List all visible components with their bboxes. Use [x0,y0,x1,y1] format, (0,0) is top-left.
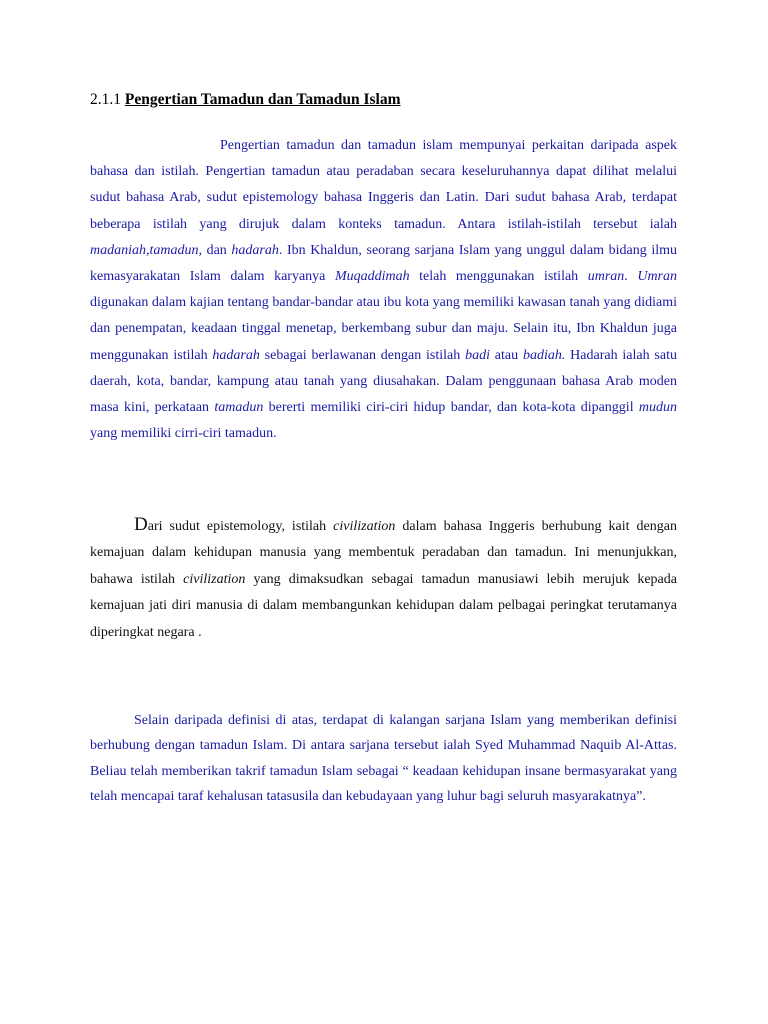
text-run: dan [202,242,232,258]
text-run: yang dimaksudkan sebagai tamadun manusiawi lebih merujuk kepada kemajuan jati diri manusia di dalam membangunkan kehidupan dalam pelbagai peringkat terutamanya diperingkat negara . [90,571,677,640]
paragraph-definition-english [90,512,677,646]
paragraph-definition-islam [90,708,677,810]
italic-term: madaniah,tamadun, [90,242,202,258]
text-run: . [624,269,638,285]
italic-term: tamadun [214,400,264,416]
text-run: ari sudut epistemology, istilah [147,519,334,534]
paragraph-definition-arabic [90,133,677,447]
italic-term: badi [465,347,490,363]
text-run: yang memiliki cirri-ciri tamadun. [90,426,277,442]
text-run: Pengertian tamadun dan tamadun islam mempunyai perkaitan daripada aspek bahasa dan istilah. Pengertian tamadun atau peradaban secara keseluruhannya dapat dilihat melalui sudut bahasa Arab, sudut epistemology bahasa Inggeris dan Latin. Dari sudut bahasa Arab, terdapat beberapa istilah yang dirujuk dalam konteks tamadun. Antara istilah-istilah tersebut ialah [90,138,677,232]
italic-term: Muqaddimah [334,269,410,285]
text-run: bererti memiliki ciri-ciri hidup bandar, dan kota-kota dipanggil [263,400,639,416]
text-run: telah menggunakan istilah [409,269,588,285]
italic-term: umran [587,269,625,285]
italic-term: badiah. [522,347,566,363]
section-title: Pengertian Tamadun dan Tamadun Islam [124,91,401,108]
text-run: Selain daripada definisi di atas, terdapat di kalangan sarjana Islam yang memberikan definisi berhubung dengan tamadun Islam. Di antara sarjana tersebut ialah Syed Muhammad Naquib Al-Attas. Beliau telah memberikan takrif tamadun Islam sebagai “ keadaan kehidupan insane bermasyarakat yang telah mencapai taraf kehalusan tatasusila dan kebudayaan yang luhur bagi seluruh masyarakatnya”. [90,713,677,805]
italic-term: civilization [333,519,396,534]
text-run: atau [489,347,523,363]
text-run: digunakan dalam kajian tentang bandar-bandar atau ibu kota yang memiliki kawasan tanah yang didiami dan penempatan, keadaan tinggal menetap, berkembang subur dan maju. Selain itu, Ibn Khaldun juga menggunakan istilah [90,295,677,363]
section-heading [90,88,401,112]
text-run: . Ibn Khaldun, seorang sarjana Islam yang unggul dalam bidang ilmu kemasyarakatan Islam dalam karyanya [90,242,677,285]
section-number: 2.1.1 [90,91,121,108]
text-run: sebagai berlawanan dengan istilah [259,347,466,363]
italic-term: mudun [638,400,677,416]
italic-term: Umran [637,269,677,285]
italic-term: hadarah [231,242,279,258]
italic-term: civilization [183,571,246,587]
text-run: dalam bahasa Inggeris berhubung kait dengan kemajuan dalam kehidupan manusia yang membentuk peradaban dan tamadun. Ini menunjukkan, bahawa istilah [90,519,677,587]
italic-term: hadarah [212,347,260,363]
text-run: Hadarah ialah satu daerah, kota, bandar, kampung atau tanah yang diusahakan. Dalam penggunaan bahasa Arab moden masa kini, perkataan [90,347,677,416]
drop-cap: D [134,514,148,535]
